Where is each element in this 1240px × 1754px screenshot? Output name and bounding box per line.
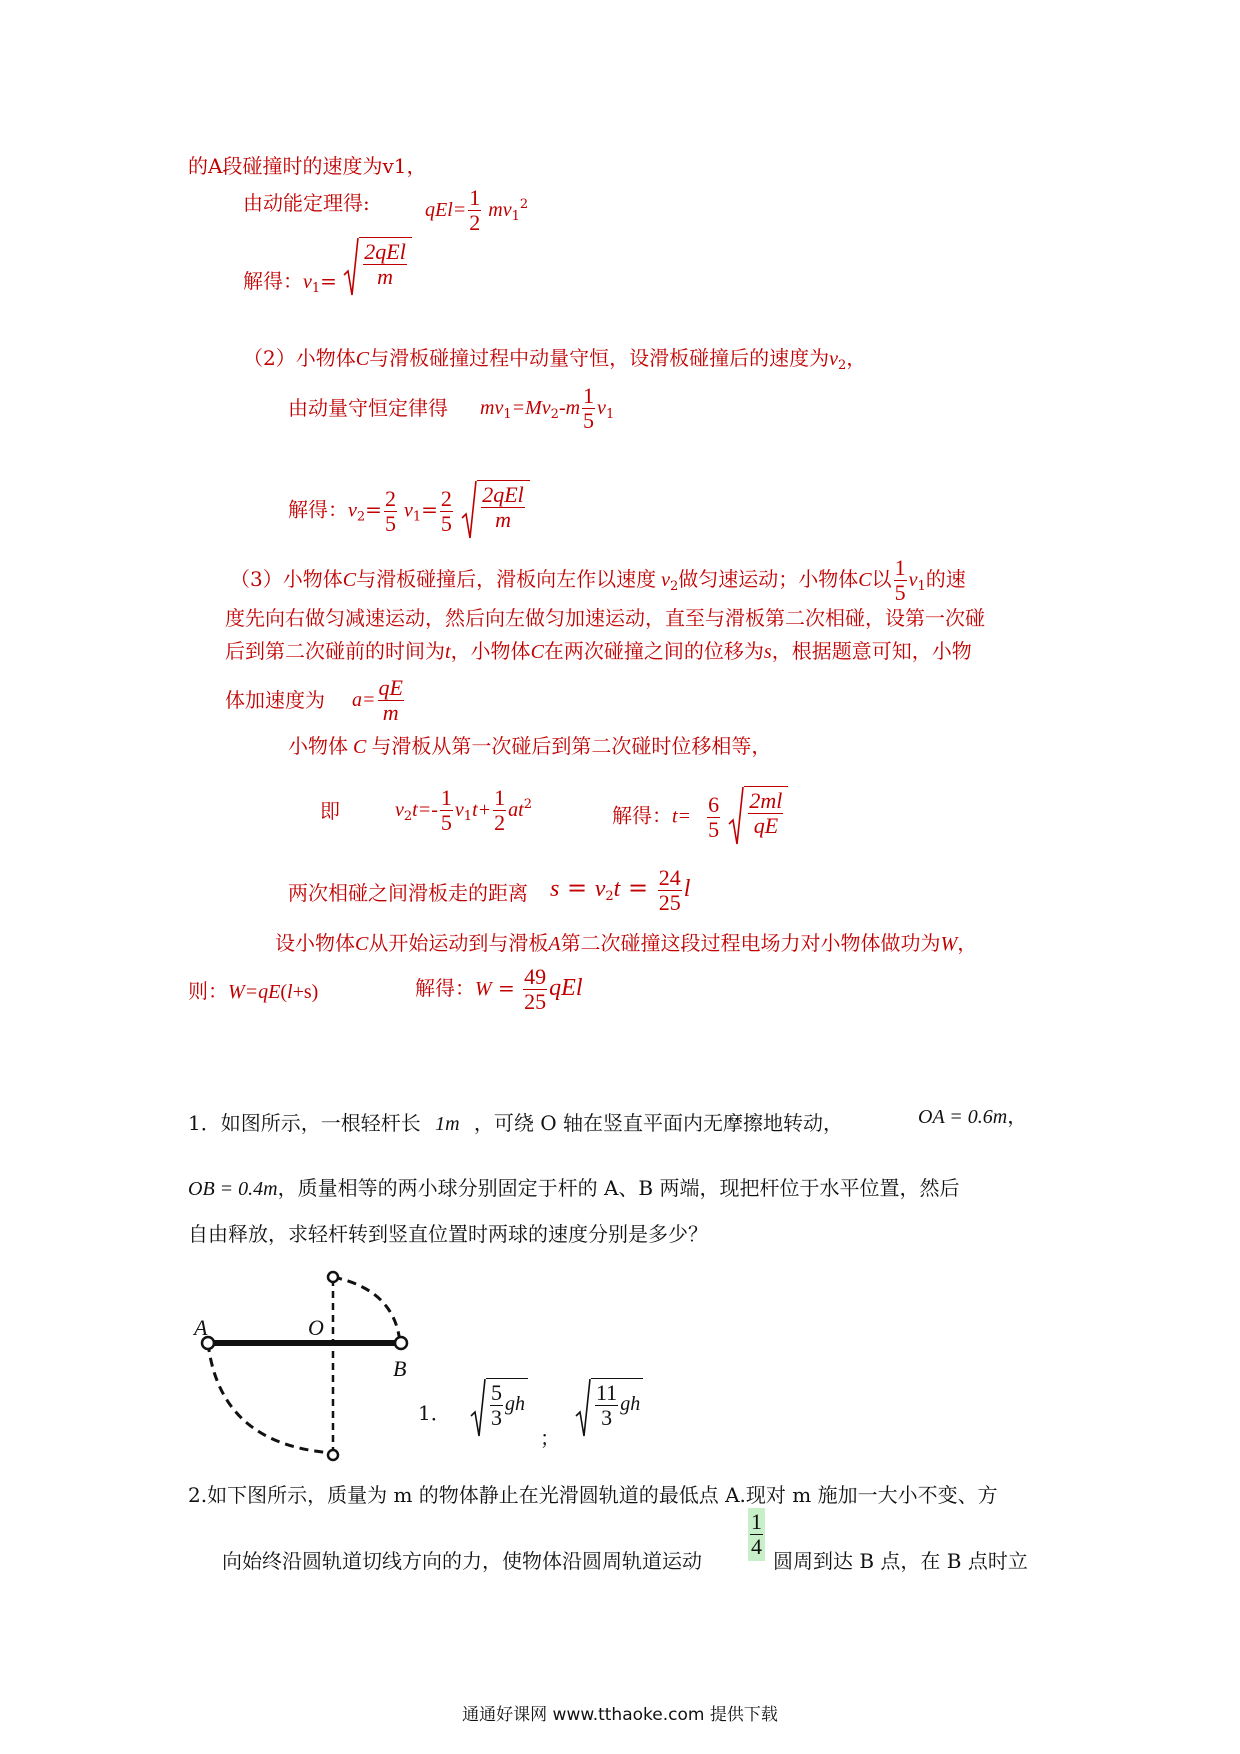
distance-label: 两次相碰之间滑板走的距离 [288,881,528,905]
distance-equation: $s = v_2t$ = $\frac{24}{25}$ l [550,865,691,915]
arc-a-path [208,1343,333,1453]
part3-line1: （3）小物体C与滑板碰撞后，滑板向左作以速度 $v_2$做匀速运动；小物体C以 $\frac{1}{5}$ $v_1$的速 [230,555,966,605]
answer-sqrt-1 [470,1378,528,1440]
part3-line4 [225,687,325,713]
part3-line3: 后到第二次碰前的时间为t，小物体C在两次碰撞之间的位移为s，根据题意可知，小物 [225,639,972,663]
arc-b-path [333,1277,400,1343]
part2-line: （2）小物体C与滑板碰撞过程中动量守恒，设滑板碰撞后的速度为$v_2$， [243,346,867,373]
solve-t: 解得：t= $\frac{6}{5}$ $\frac{2ml}{qE}$ [612,786,788,848]
accel-equation: a= $\frac{qE}{m}$ [352,675,403,725]
momentum-equation: $mv_1=Mv_2-m$ $\frac{1}{5}$ $v_1$ [480,383,615,433]
work-solve-label: 解得： [415,976,475,1000]
p1-line1-mid: ，可绕 O 轴在竖直平面内无摩擦地转动， [473,1111,844,1135]
ji-text: 即 [320,799,340,823]
work-result-line: 解得：W = $\frac{49}{25}$ qEl [415,964,583,1014]
p1-oa-comma: ， [1007,1104,1028,1128]
p1-line3-text: 自由释放，求轻杆转到竖直位置时两球的速度分别是多少？ [188,1222,708,1246]
ans1-num: 5 [491,1380,502,1405]
ans2-den: 3 [601,1405,613,1430]
solve-v2-line: 解得：$v_2=$ $\frac{2}{5}$ $v_1=$ $\frac{2}{5}$ $\frac{\text{2qEl}}{m}$ [288,480,530,542]
distance-line [288,880,528,906]
p2-line2-pre: 向始终沿圆轨道切线方向的力，使物体沿圆周轨道运动 [222,1549,702,1573]
ans1-den: 3 [491,1405,502,1430]
answer-sqrt-2 [575,1378,643,1440]
ji-label [320,798,340,824]
label-a: A [194,1315,208,1340]
p2-frac-den: 4 [751,1534,762,1559]
problem1-line1 [188,1110,843,1137]
work-line: 设小物体C从开始运动到与滑板A第二次碰撞这段过程电场力对小物体做功为W， [275,931,978,955]
answer-separator [540,1425,560,1451]
ans2-num: 11 [596,1380,618,1405]
solution-line-a [188,153,426,179]
part3-line2 [225,605,985,631]
part3-line2-text: 度先向右做匀减速运动，然后向左做匀加速运动，直至与滑板第二次相碰，设第一次碰 [225,606,985,630]
p2-line1-text: 2.如下图所示，质量为 m 的物体静止在光滑圆轨道的最低点 A.现对 m 施加一大小不变、方 [188,1483,998,1507]
bottom-point [328,1450,338,1460]
problem1-oa [918,1103,1027,1130]
energy-equation: qEl= $\frac{1}{2}$ $mv_1^2$ [425,185,529,235]
sqrt-2qel-over-m: $\frac{\text{2qEl}}{m}$ [343,237,412,299]
problem2-line2 [222,1548,702,1574]
ball-b [395,1337,407,1349]
p1-oa-value: OA = 0.6m [918,1106,1008,1128]
answer-sep: ； [540,1426,560,1450]
p1-line1-pre: 1．如图所示，一根轻杆长 [188,1111,421,1135]
p1-length-value: 1m [435,1113,460,1135]
p2-frac-num: 1 [751,1509,762,1534]
sqrt-2ml-over-qe: $\frac{2ml}{qE}$ [728,786,788,848]
problem1-line2 [188,1175,959,1202]
rod-rotation-figure [190,1265,440,1465]
work-equation-line: 则：W=qE(l+s) [188,979,319,1003]
answer-prefix: 1． [418,1401,451,1425]
energy-label: 由动能定理得: [243,191,370,215]
sqrt-2qel-over-m-2: $\frac{\text{2qEl}}{m}$ [461,480,530,542]
energy-theorem-line [243,190,370,216]
problem1-answer [418,1400,451,1426]
displacement-equation: $v_2t=-$ $\frac{1}{5}$ $v_1t+$ $\frac{1}{2}$ $at^2$ [395,785,532,835]
top-point [328,1272,338,1282]
momentum-line [288,395,448,421]
problem2-line1 [188,1482,998,1508]
p2-line2-post: 圆周到达 B 点，在 B 点时立 [773,1549,1028,1573]
problem1-line3 [188,1221,708,1247]
problem2-line2-post [773,1548,1028,1574]
label-b: B [393,1356,407,1381]
ans1-gh: gh [505,1393,525,1416]
ans2-gh: gh [620,1393,641,1416]
label-o: O [308,1315,324,1340]
p1-ob-value: OB = 0.4m [188,1178,278,1200]
problem2-fraction [746,1508,767,1561]
solve-v1-line: 解得：$v_1=$ $\frac{\text{2qEl}}{m}$ [243,268,412,302]
momentum-label: 由动量守恒定律得 [288,396,448,420]
p1-line2-text: ，质量相等的两小球分别固定于杆的 A、B 两端，现把杆位于水平位置，然后 [277,1176,960,1200]
page-footer: 通通好课网 www.tthaoke.com 提供下载 [462,1705,778,1725]
equal-displacement-line: 小物体 C 与滑板从第一次碰后到第二次碰时位移相等， [288,734,772,758]
part3-line4-text: 体加速度为 [225,688,325,712]
line-a-text: 的A段碰撞时的速度为v1， [188,154,427,178]
